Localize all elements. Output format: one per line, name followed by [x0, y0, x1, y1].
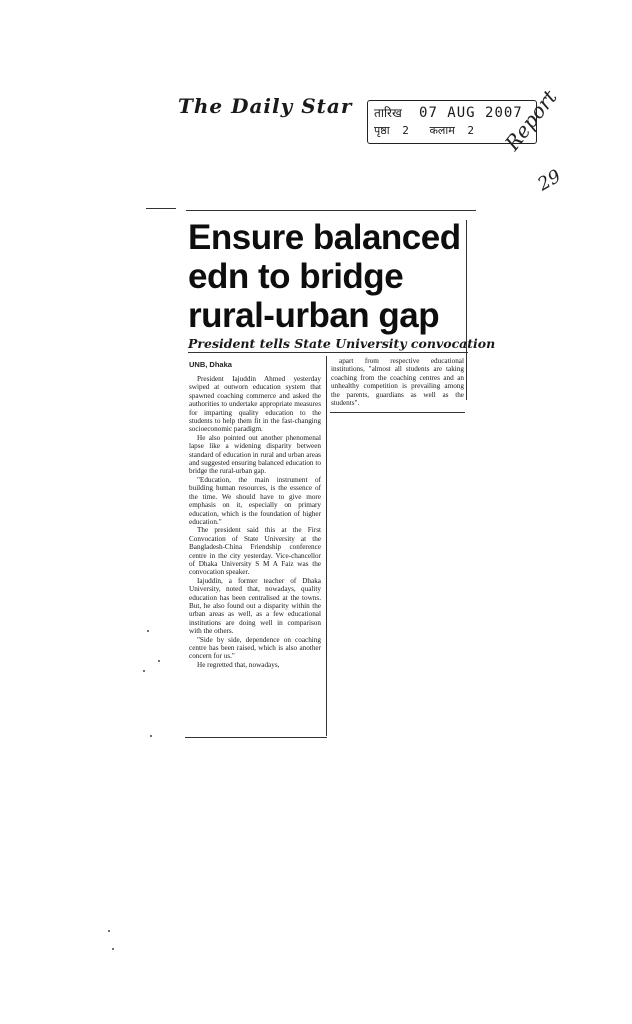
stamp-page-label: पृष्ठा: [374, 124, 390, 137]
scan-speck: [150, 735, 152, 737]
handwritten-number: 29: [534, 165, 565, 196]
paragraph: President Iajuddin Ahmed yesterday swiped at outworn education system that spawned coaching commerce and asked the authorities to undertake appropriate measures for imparting quality education to the students to help them fit in the fast-changing socioeconomic paradigm.: [189, 375, 321, 434]
clipping-bottom-rule: [185, 737, 327, 738]
stamp-page-row: [374, 123, 474, 138]
paragraph: apart from respective educational institutions, "almost all students are taking coaching from the coaching centres and an unhealthy competition is prevailing among the parents, guardians as well as the students".: [331, 357, 464, 408]
scan-speck: [158, 660, 160, 662]
clipping-top-rule-left: [146, 208, 176, 209]
masthead-logo: The Daily Star: [178, 94, 353, 118]
paragraph: "Education, the main instrument of building human resources, is the essence of the time. We should have to give more emphasis on it, especially on primary education, which is the foundation of higher education.": [189, 475, 321, 526]
scan-speck: [147, 630, 149, 632]
scan-speck: [108, 930, 110, 932]
scan-speck: [143, 670, 145, 672]
scan-speck: [112, 948, 114, 950]
article-subhead: President tells State University convocation: [188, 336, 496, 351]
stamp-column-value: 2: [467, 124, 475, 137]
column2-end-rule: [330, 412, 465, 413]
column-divider: [326, 356, 327, 736]
article-column-1: [189, 375, 321, 669]
article-headline: Ensure balanced edn to bridge rural-urban gap: [188, 218, 461, 335]
paragraph: He regretted that, nowadays,: [197, 660, 280, 669]
subhead-rule: [188, 352, 468, 353]
paragraph: He also pointed out another phenomenal lapse like a widening disparity between standard of education in rural and urban areas and suggested ensuring balanced education to bridge the rural-urban gap.: [189, 433, 321, 476]
paragraph: "Side by side, dependence on coaching centre has been raised, which is also another concern for us.": [189, 635, 321, 661]
paragraph: The president said this at the First Convocation of State University at the Bangladesh-China Friendship conference centre in the city yesterday. Vice-chancellor of Dhaka University S M A Faiz was the convocation speaker.: [189, 526, 321, 577]
stamp-date-label: तारिख: [374, 106, 402, 120]
handwritten-note: Report: [500, 85, 562, 155]
stamp-column-label: कलाम: [429, 124, 455, 137]
clipping-top-rule: [186, 210, 476, 211]
article-byline: UNB, Dhaka: [189, 360, 232, 369]
stamp-page-value: 2: [402, 124, 409, 137]
stamp-date-row: [374, 104, 523, 121]
stamp-date: 07 AUG 2007: [419, 105, 523, 121]
paragraph: Iajuddin, a former teacher of Dhaka University, noted that, nowadays, quality education has been centralised at the towns. But, he also found out a disparity within the urban areas as well, as a few educational institutions are doing well in comparison with the others.: [189, 576, 321, 636]
article-column-2: [331, 357, 464, 407]
